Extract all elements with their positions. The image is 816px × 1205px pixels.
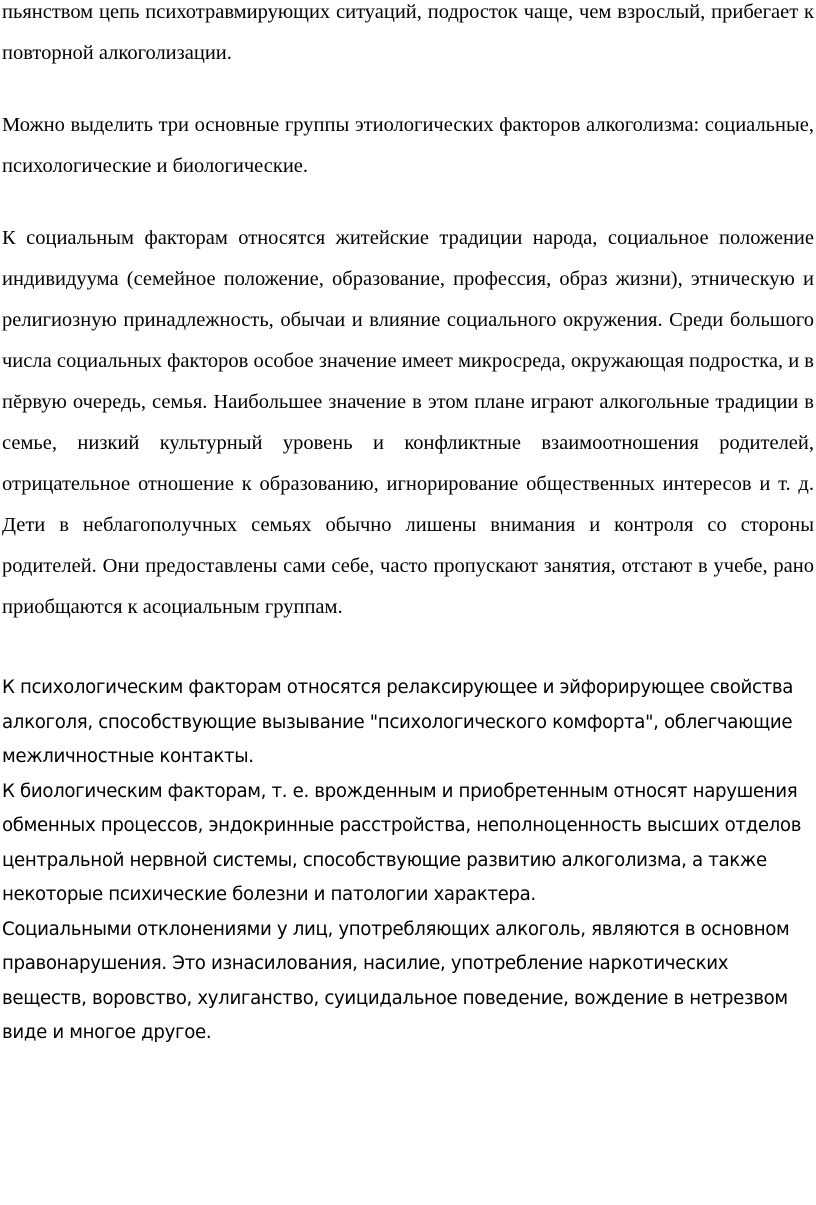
sans-text-section: [0, 671, 816, 1051]
paragraph-factor-groups: Можно выделить три основные группы этиологических факторов алкоголизма: социальные, психологические и биологические.: [2, 114, 814, 177]
paragraph-continuation: пьянством цепь психотравмирующих ситуаций, подросток чаще, чем взрослый, прибегает к повторной алкоголизации.: [2, 1, 814, 64]
paragraph-social-deviations: Социальными отклонениями у лиц, употребляющих алкоголь, являются в основном правонарушения. Это изнасилования, насилие, употребление наркотических веществ, воровство, хулиганство, суицидальное поведение, вождение в нетрезвом виде и многое другое.: [2, 918, 790, 1043]
paragraph-social-factors: К социальным факторам относятся житейские традиции народа, социальное положение индивидуума (семейное положение, образование, профессия, образ жизни), этническую и религиозную принадлежность, обычаи и влияние социального окружения. Среди большого числа социальных факторов особое значение имеет микросреда, окружающая подростка, и в пĕрвую очередь, семья. Наибольшее значение в этом плане играют алкогольные традиции в семье, низкий культурный уровень и конфликтные взаимоотношения родителей, отрицательное отношение к образованию, игнорирование общественных интересов и т. д. Дети в неблагополучных семьях обычно лишены внимания и контроля со стороны родителей. Они предоставлены сами себе, часто пропускают занятия, отстают в учебе, рано приобщаются к асоциальным группам.: [2, 227, 814, 618]
paragraph-psychological-factors: К психологическим факторам относятся релаксирующее и эйфорирующее свойства алкоголя, способствующие вызывание "психологического комфорта", облегчающие межличностные контакты.: [2, 677, 794, 767]
paragraph-biological-factors: К биологическим факторам, т. е. врожденным и приобретенным относят нарушения обменных процессов, эндокринные расстройства, неполноценность высших отделов центральной нервной системы, способствующие развитию алкоголизма, а также некоторые психические болезни и патологии характера.: [2, 780, 802, 905]
